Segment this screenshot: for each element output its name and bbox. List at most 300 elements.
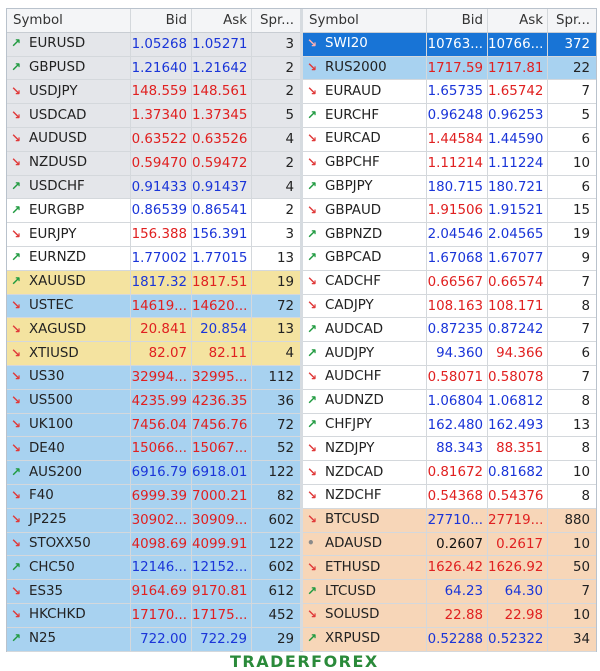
symbol-name: AUDUSD	[29, 131, 87, 147]
trend-up-arrow-icon: ↗	[11, 274, 22, 289]
bid-price: 1.05268	[131, 33, 192, 56]
symbol-name: US30	[29, 369, 65, 385]
spread-value: 612	[268, 584, 294, 600]
ask-price: 1.65742	[488, 80, 548, 103]
symbol-row-euraud[interactable]	[303, 80, 596, 104]
symbol-row-nzdusd[interactable]	[7, 152, 300, 176]
spread-value: 2	[285, 84, 294, 100]
symbol-name: EURNZD	[29, 250, 87, 266]
symbol-row-de40[interactable]	[7, 437, 300, 461]
bid-price: 10763...	[427, 33, 488, 56]
trend-down-arrow-icon: ↘	[11, 131, 22, 146]
symbol-cell	[303, 390, 427, 413]
bid-price: 1.65735	[427, 80, 488, 103]
symbol-row-xauusd[interactable]	[7, 271, 300, 295]
symbol-row-us30[interactable]	[7, 366, 300, 390]
symbol-row-chfjpy[interactable]	[303, 414, 596, 438]
spread-value: 10	[572, 607, 590, 623]
ask-price: 1.05271	[192, 33, 252, 56]
symbol-row-cadjpy[interactable]	[303, 295, 596, 319]
ask-column-header[interactable]: Ask	[192, 9, 252, 32]
symbol-row-n25[interactable]	[7, 628, 300, 652]
symbol-cell	[303, 509, 427, 532]
ask-price: 0.52322	[488, 628, 548, 651]
bid-price: 0.59470	[131, 152, 192, 175]
ask-price: 7000.21	[192, 485, 252, 508]
bid-price: 1817.32	[131, 271, 192, 294]
symbol-row-hkchkd[interactable]	[7, 604, 300, 628]
left-rows	[7, 33, 300, 652]
spread-value: 13	[572, 417, 590, 433]
symbol-name: AUDCHF	[325, 369, 382, 385]
symbol-name: EURCHF	[325, 107, 380, 123]
ask-price: 9170.81	[192, 580, 252, 603]
ask-price: 1.11224	[488, 152, 548, 175]
symbol-row-rus2000[interactable]	[303, 57, 596, 81]
symbol-row-nzdcad[interactable]	[303, 461, 596, 485]
symbol-cell	[7, 556, 131, 579]
bid-price: 14619...	[131, 295, 192, 318]
trend-up-arrow-icon: ↗	[307, 250, 318, 265]
ask-price: 722.29	[192, 628, 252, 651]
symbol-cell	[7, 57, 131, 80]
symbol-row-eurgbp[interactable]	[7, 199, 300, 223]
trend-down-arrow-icon: ↘	[11, 321, 22, 336]
symbol-cell	[303, 199, 427, 222]
symbol-cell	[7, 390, 131, 413]
trend-up-arrow-icon: ↗	[11, 36, 22, 51]
symbol-cell	[7, 485, 131, 508]
trend-up-arrow-icon: ↗	[11, 464, 22, 479]
trend-up-arrow-icon: ↗	[307, 179, 318, 194]
symbol-cell	[7, 366, 131, 389]
symbol-cell	[303, 223, 427, 246]
spread-value: 4	[285, 131, 294, 147]
table-header	[7, 9, 300, 33]
ask-price: 4236.35	[192, 390, 252, 413]
symbol-row-audchf[interactable]	[303, 366, 596, 390]
symbol-row-swi20[interactable]	[303, 33, 596, 57]
symbol-cell	[303, 57, 427, 80]
symbol-row-uk100[interactable]	[7, 414, 300, 438]
symbol-cell	[7, 33, 131, 56]
ask-price: 0.59472	[192, 152, 252, 175]
symbol-cell	[303, 342, 427, 365]
symbol-cell	[303, 318, 427, 341]
ask-price: 30909...	[192, 509, 252, 532]
spread-value: 7	[581, 584, 590, 600]
ask-price: 0.81682	[488, 461, 548, 484]
bid-price: 0.58071	[427, 366, 488, 389]
bid-price: 9164.69	[131, 580, 192, 603]
watermark-logo: TRADERFOREX	[230, 652, 379, 671]
bid-price: 2.04546	[427, 223, 488, 246]
symbol-cell	[7, 128, 131, 151]
symbol-cell	[303, 437, 427, 460]
market-watch-window	[6, 8, 597, 652]
symbol-name: US500	[29, 393, 73, 409]
bid-price: 1.91506	[427, 199, 488, 222]
bid-price: 1.21640	[131, 57, 192, 80]
symbol-name: CHFJPY	[325, 417, 373, 433]
trend-down-arrow-icon: ↘	[307, 131, 318, 146]
symbol-name: ETHUSD	[325, 559, 381, 575]
symbol-row-eurjpy[interactable]	[7, 223, 300, 247]
spread-value: 19	[276, 274, 294, 290]
trend-up-arrow-icon: ↗	[11, 202, 22, 217]
symbol-row-eurcad[interactable]	[303, 128, 596, 152]
spread-value: 36	[276, 393, 294, 409]
spread-value: 9	[581, 250, 590, 266]
symbol-cell	[303, 104, 427, 127]
spread-value: 6	[581, 179, 590, 195]
symbol-name: USDJPY	[29, 83, 78, 99]
spread-value: 7	[581, 274, 590, 290]
spread-value: 452	[268, 607, 294, 623]
spread-value: 8	[581, 298, 590, 314]
symbol-row-us500[interactable]	[7, 390, 300, 414]
trend-down-arrow-icon: ↘	[307, 488, 318, 503]
trend-down-arrow-icon: ↘	[11, 155, 22, 170]
symbol-row-nzdjpy[interactable]	[303, 437, 596, 461]
symbol-name: NZDUSD	[29, 155, 88, 171]
trend-down-arrow-icon: ↘	[11, 440, 22, 455]
ask-price: 27719...	[488, 509, 548, 532]
symbol-row-usdjpy[interactable]	[7, 80, 300, 104]
ask-price: 0.2617	[488, 533, 548, 556]
symbol-name: XTIUSD	[29, 345, 79, 361]
trend-up-arrow-icon: ↗	[11, 60, 22, 75]
symbol-row-gbpchf[interactable]	[303, 152, 596, 176]
ask-price: 1.67077	[488, 247, 548, 270]
symbol-row-ustec[interactable]	[7, 295, 300, 319]
spread-value: 72	[276, 298, 294, 314]
spread-column-header[interactable]: Spr...	[555, 13, 590, 28]
symbol-row-stoxx50[interactable]	[7, 533, 300, 557]
trend-down-arrow-icon: ↘	[11, 83, 22, 98]
trend-down-arrow-icon: ↘	[307, 202, 318, 217]
trend-up-arrow-icon: ↗	[307, 321, 318, 336]
spread-value: 2	[285, 155, 294, 171]
ask-price: 0.86541	[192, 199, 252, 222]
symbol-name: STOXX50	[29, 536, 91, 552]
trend-up-arrow-icon: ↗	[307, 226, 318, 241]
symbol-row-gbpusd[interactable]	[7, 57, 300, 81]
ask-price: 1626.92	[488, 556, 548, 579]
symbol-row-ltcusd[interactable]	[303, 580, 596, 604]
symbol-name: AUS200	[29, 464, 83, 480]
bid-price: 0.86539	[131, 199, 192, 222]
symbol-name: UK100	[29, 417, 74, 433]
trend-down-arrow-icon: ↘	[307, 607, 318, 622]
symbol-name: JP225	[29, 512, 67, 528]
symbol-name: GBPUSD	[29, 60, 86, 76]
symbol-name: GBPAUD	[325, 202, 382, 218]
symbol-row-adausd[interactable]	[303, 533, 596, 557]
ask-price: 94.366	[488, 342, 548, 365]
symbol-row-gbpjpy[interactable]	[303, 176, 596, 200]
ask-price: 10766...	[488, 33, 548, 56]
spread-value: 5	[285, 108, 294, 124]
bid-price: 6916.79	[131, 461, 192, 484]
spread-value: 10	[572, 155, 590, 171]
symbol-name: EURJPY	[29, 226, 77, 242]
spread-value: 13	[276, 322, 294, 338]
symbol-name: ADAUSD	[325, 536, 383, 552]
bid-price: 4235.99	[131, 390, 192, 413]
ask-price: 64.30	[488, 580, 548, 603]
symbol-cell	[7, 580, 131, 603]
symbol-row-ethusd[interactable]	[303, 556, 596, 580]
symbol-name: XRPUSD	[325, 631, 381, 647]
symbol-cell	[303, 176, 427, 199]
symbol-row-chc50[interactable]	[7, 556, 300, 580]
bid-price: 0.54368	[427, 485, 488, 508]
symbol-row-es35[interactable]	[7, 580, 300, 604]
spread-value: 5	[581, 108, 590, 124]
symbol-cell	[303, 33, 427, 56]
bid-price: 1626.42	[427, 556, 488, 579]
bid-price: 0.2607	[427, 533, 488, 556]
symbol-name: NZDCHF	[325, 488, 382, 504]
bid-price: 1.37340	[131, 104, 192, 127]
trend-down-arrow-icon: ↘	[307, 369, 318, 384]
bid-price: 17170...	[131, 604, 192, 627]
symbol-cell	[303, 604, 427, 627]
symbol-row-eurnzd[interactable]	[7, 247, 300, 271]
spread-value: 6	[581, 131, 590, 147]
symbol-row-solusd[interactable]	[303, 604, 596, 628]
symbol-cell	[7, 509, 131, 532]
trend-down-arrow-icon: ↘	[11, 536, 22, 551]
ask-price: 6918.01	[192, 461, 252, 484]
trend-down-arrow-icon: ↘	[307, 512, 318, 527]
symbol-cell	[7, 104, 131, 127]
symbol-cell	[7, 533, 131, 556]
ask-price: 0.54376	[488, 485, 548, 508]
symbol-name: GBPCHF	[325, 155, 380, 171]
trend-down-arrow-icon: ↘	[11, 488, 22, 503]
spread-value: 7	[581, 322, 590, 338]
spread-value: 13	[276, 250, 294, 266]
trend-down-arrow-icon: ↘	[11, 107, 22, 122]
trend-down-arrow-icon: ↘	[11, 393, 22, 408]
symbol-row-aus200[interactable]	[7, 461, 300, 485]
bid-price: 156.388	[131, 223, 192, 246]
symbol-row-eurchf[interactable]	[303, 104, 596, 128]
trend-down-arrow-icon: ↘	[11, 583, 22, 598]
spread-value: 52	[276, 441, 294, 457]
bid-price: 88.343	[427, 437, 488, 460]
symbol-column-header[interactable]: Symbol	[7, 9, 131, 32]
symbol-name: GBPCAD	[325, 250, 382, 266]
bid-price: 0.91433	[131, 176, 192, 199]
ask-price: 7456.76	[192, 414, 252, 437]
symbol-name: XAGUSD	[29, 321, 87, 337]
symbol-name: SOLUSD	[325, 607, 380, 623]
symbol-name: DE40	[29, 440, 65, 456]
symbol-name: F40	[29, 488, 54, 504]
bid-price: 7456.04	[131, 414, 192, 437]
spread-value: 122	[268, 536, 294, 552]
symbol-cell	[303, 152, 427, 175]
spread-value: 8	[581, 393, 590, 409]
symbol-row-gbpaud[interactable]	[303, 199, 596, 223]
spread-value: 3	[285, 227, 294, 243]
bid-price: 1.77002	[131, 247, 192, 270]
symbol-name: AUDCAD	[325, 321, 384, 337]
bid-column-header[interactable]: Bid	[427, 9, 488, 32]
spread-value: 602	[268, 512, 294, 528]
spread-column-header[interactable]: Spr...	[259, 13, 294, 28]
spread-value: 112	[268, 369, 294, 385]
symbol-name: AUDJPY	[325, 345, 375, 361]
symbol-cell	[7, 295, 131, 318]
spread-value: 8	[581, 441, 590, 457]
symbol-row-gbpnzd[interactable]	[303, 223, 596, 247]
ask-price: 1.91521	[488, 199, 548, 222]
spread-value: 7	[581, 84, 590, 100]
ask-price: 4099.91	[192, 533, 252, 556]
symbol-name: EURAUD	[325, 83, 382, 99]
symbol-cell	[7, 271, 131, 294]
symbol-name: GBPJPY	[325, 179, 373, 195]
ask-price: 148.561	[192, 80, 252, 103]
symbol-name: CADCHF	[325, 274, 381, 290]
neutral-dot-icon: •	[307, 536, 315, 551]
table-header	[303, 9, 596, 33]
spread-value: 4	[285, 179, 294, 195]
symbol-row-btcusd[interactable]	[303, 509, 596, 533]
bid-price: 22.88	[427, 604, 488, 627]
symbol-row-xrpusd[interactable]	[303, 628, 596, 652]
symbol-cell	[7, 414, 131, 437]
symbol-row-cadchf[interactable]	[303, 271, 596, 295]
symbol-cell	[303, 366, 427, 389]
symbol-name: BTCUSD	[325, 512, 380, 528]
symbol-name: EURUSD	[29, 36, 86, 52]
ask-price: 22.98	[488, 604, 548, 627]
bid-price: 180.715	[427, 176, 488, 199]
trend-up-arrow-icon: ↗	[307, 345, 318, 360]
bid-price: 1.06804	[427, 390, 488, 413]
symbol-row-audusd[interactable]	[7, 128, 300, 152]
symbol-row-f40[interactable]	[7, 485, 300, 509]
ask-price: 156.391	[192, 223, 252, 246]
spread-value: 6	[581, 346, 590, 362]
bid-price: 32994...	[131, 366, 192, 389]
symbol-column-header[interactable]: Symbol	[303, 9, 427, 32]
symbol-row-audjpy[interactable]	[303, 342, 596, 366]
spread-value: 10	[572, 536, 590, 552]
symbol-row-gbpcad[interactable]	[303, 247, 596, 271]
spread-value: 122	[268, 465, 294, 481]
ask-price: 32995...	[192, 366, 252, 389]
trend-down-arrow-icon: ↘	[307, 83, 318, 98]
symbol-row-nzdchf[interactable]	[303, 485, 596, 509]
symbol-cell	[303, 80, 427, 103]
bid-column-header[interactable]: Bid	[131, 9, 192, 32]
ask-price: 88.351	[488, 437, 548, 460]
symbol-cell	[7, 437, 131, 460]
trend-up-arrow-icon: ↗	[11, 250, 22, 265]
ask-price: 1.44590	[488, 128, 548, 151]
bid-price: 1.11214	[427, 152, 488, 175]
spread-value: 10	[572, 465, 590, 481]
bid-price: 722.00	[131, 628, 192, 651]
spread-value: 34	[572, 631, 590, 647]
trend-down-arrow-icon: ↘	[307, 274, 318, 289]
ask-price: 1.77015	[192, 247, 252, 270]
bid-price: 162.480	[427, 414, 488, 437]
bid-price: 108.163	[427, 295, 488, 318]
ask-column-header[interactable]: Ask	[488, 9, 548, 32]
trend-up-arrow-icon: ↗	[307, 631, 318, 646]
symbol-row-jp225[interactable]	[7, 509, 300, 533]
symbol-cell	[303, 295, 427, 318]
symbol-cell	[7, 247, 131, 270]
symbol-cell	[303, 485, 427, 508]
bid-price: 30902...	[131, 509, 192, 532]
bid-price: 0.66567	[427, 271, 488, 294]
right-rows	[303, 33, 596, 652]
symbol-cell	[7, 223, 131, 246]
symbol-cell	[7, 152, 131, 175]
symbol-row-audnzd[interactable]	[303, 390, 596, 414]
bid-price: 0.96248	[427, 104, 488, 127]
symbol-name: USDCAD	[29, 107, 87, 123]
symbol-row-xtiusd[interactable]	[7, 342, 300, 366]
ask-price: 180.721	[488, 176, 548, 199]
spread-value: 19	[572, 227, 590, 243]
symbol-name: GBPNZD	[325, 226, 383, 242]
symbol-row-audcad[interactable]	[303, 318, 596, 342]
symbol-cell	[7, 604, 131, 627]
symbol-row-usdchf[interactable]	[7, 176, 300, 200]
symbol-name: NZDJPY	[325, 440, 375, 456]
symbol-name: EURCAD	[325, 131, 381, 147]
symbol-cell	[303, 556, 427, 579]
symbol-row-eurusd[interactable]	[7, 33, 300, 57]
trend-up-arrow-icon: ↗	[11, 559, 22, 574]
bid-price: 64.23	[427, 580, 488, 603]
symbol-name: USTEC	[29, 298, 74, 314]
bid-price: 0.52288	[427, 628, 488, 651]
trend-up-arrow-icon: ↗	[307, 107, 318, 122]
symbol-name: AUDNZD	[325, 393, 384, 409]
trend-down-arrow-icon: ↘	[11, 512, 22, 527]
trend-down-arrow-icon: ↘	[307, 298, 318, 313]
symbol-row-xagusd[interactable]	[7, 318, 300, 342]
trend-down-arrow-icon: ↘	[11, 345, 22, 360]
ask-price: 0.66574	[488, 271, 548, 294]
symbol-name: N25	[29, 631, 57, 647]
bid-price: 1.44584	[427, 128, 488, 151]
ask-price: 1717.81	[488, 57, 548, 80]
symbol-cell	[303, 580, 427, 603]
symbol-row-usdcad[interactable]	[7, 104, 300, 128]
spread-value: 50	[572, 560, 590, 576]
symbol-name: USDCHF	[29, 179, 85, 195]
trend-down-arrow-icon: ↘	[307, 559, 318, 574]
symbol-cell	[7, 176, 131, 199]
ask-price: 0.63526	[192, 128, 252, 151]
trend-down-arrow-icon: ↘	[11, 369, 22, 384]
ask-price: 15067...	[192, 437, 252, 460]
symbol-cell	[7, 80, 131, 103]
symbol-cell	[7, 318, 131, 341]
trend-down-arrow-icon: ↘	[307, 60, 318, 75]
